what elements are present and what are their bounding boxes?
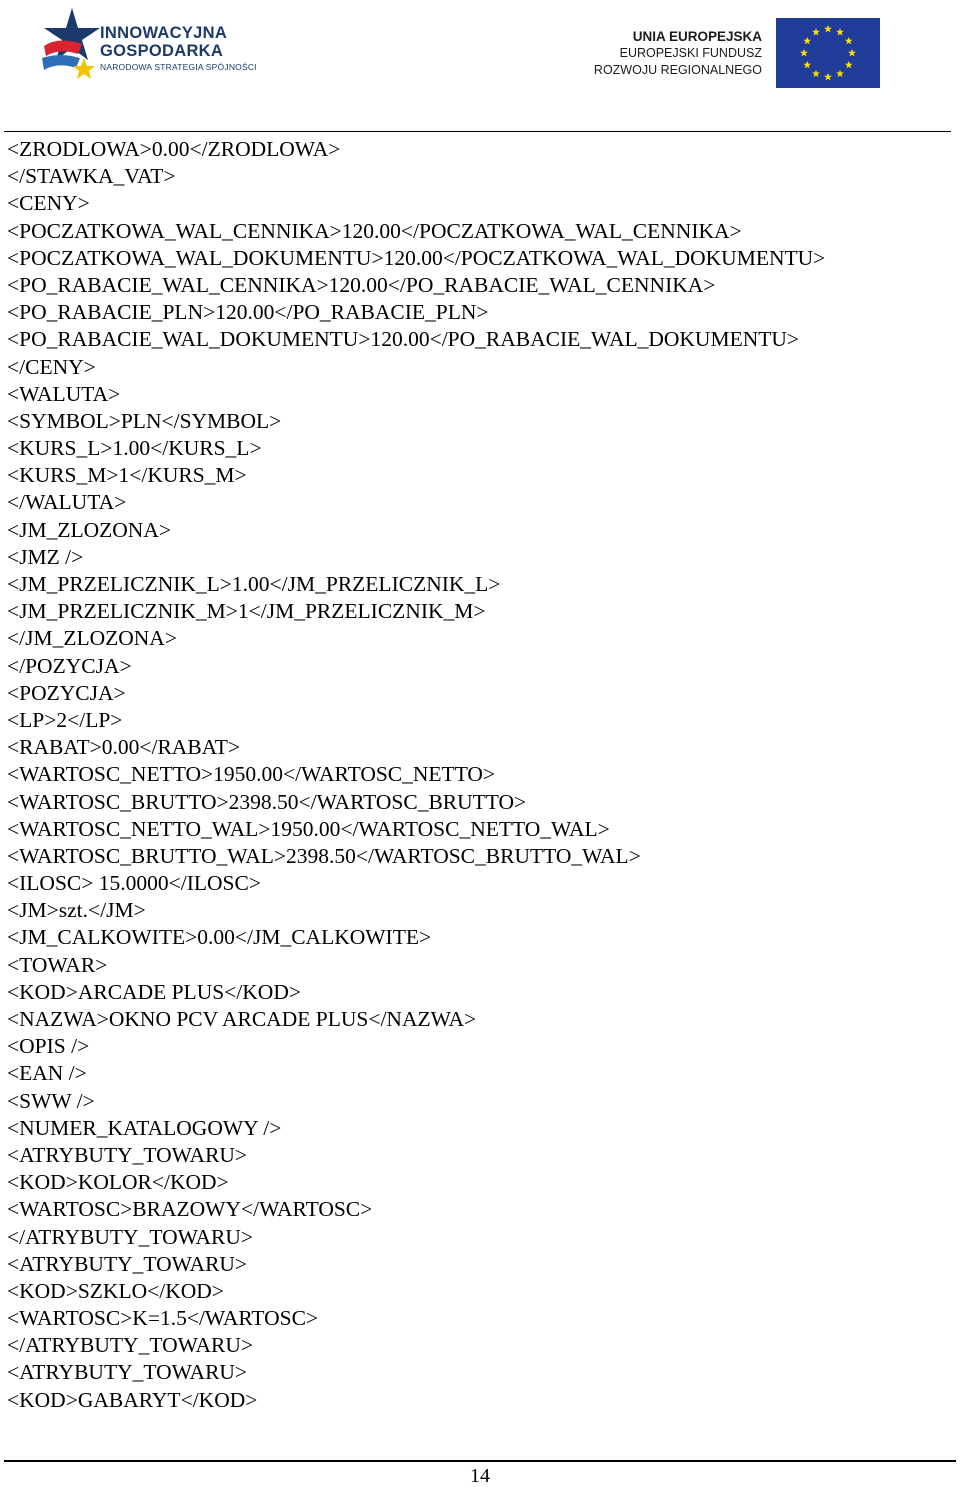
footer-divider: [4, 1460, 956, 1462]
xml-line: <SWW />: [7, 1088, 95, 1113]
xml-line: <ZRODLOWA>0.00</ZRODLOWA>: [7, 137, 341, 161]
xml-line: <JMZ />: [7, 544, 84, 569]
xml-line: <NAZWA>OKNO PCV ARCADE PLUS</NAZWA>: [7, 1007, 477, 1031]
xml-line: </CENY>: [7, 354, 96, 379]
xml-line: <OPIS />: [7, 1034, 90, 1059]
xml-line: <WARTOSC>K=1.5</WARTOSC>: [7, 1306, 319, 1331]
innowacyjna-gospodarka-logo: [38, 6, 268, 80]
xml-line: <RABAT>0.00</RABAT>: [7, 735, 241, 760]
xml-line: <KOD>SZKLO</KOD>: [7, 1278, 224, 1303]
xml-line: <SYMBOL>PLN</SYMBOL>: [7, 408, 282, 433]
xml-line: </JM_ZLOZONA>: [7, 626, 177, 651]
xml-line: <EAN />: [7, 1061, 87, 1086]
xml-line: </ATRYBUTY_TOWARU>: [7, 1333, 254, 1358]
xml-line: <WARTOSC_BRUTTO>2398.50</WARTOSC_BRUTTO>: [7, 789, 527, 814]
eu-flag-icon: [776, 18, 880, 88]
xml-line: </POZYCJA>: [7, 653, 132, 678]
eu-logo: [590, 18, 880, 88]
eu-fund-line: EUROPEJSKI FUNDUSZ: [619, 46, 762, 60]
eu-region-line: ROZWOJU REGIONALNEGO: [593, 63, 762, 77]
xml-line: <PO_RABACIE_WAL_CENNIKA>120.00</PO_RABACIE_WAL_CENNIKA>: [7, 272, 716, 297]
xml-line: <ILOSC> 15.0000</ILOSC>: [7, 871, 261, 896]
page-header: [0, 0, 960, 120]
xml-line: <WARTOSC_NETTO_WAL>1950.00</WARTOSC_NETTO_WAL>: [7, 816, 610, 841]
xml-line: </STAWKA_VAT>: [7, 164, 176, 189]
xml-line: <LP>2</LP>: [7, 707, 123, 732]
xml-line: <KURS_L>1.00</KURS_L>: [7, 436, 262, 461]
logo-line-2: GOSPODARKA: [100, 42, 224, 60]
document-body: [7, 136, 825, 1414]
xml-line: </WALUTA>: [7, 490, 127, 515]
xml-line: <KURS_M>1</KURS_M>: [7, 463, 247, 488]
xml-line: <JM_PRZELICZNIK_L>1.00</JM_PRZELICZNIK_L>: [7, 572, 501, 596]
xml-line: <ATRYBUTY_TOWARU>: [7, 1360, 248, 1385]
xml-line: <KOD>ARCADE PLUS</KOD>: [7, 979, 301, 1004]
star-logo-icon: [38, 6, 108, 80]
xml-line: <WALUTA>: [7, 381, 121, 406]
header-divider: [4, 131, 951, 132]
xml-line: <PO_RABACIE_WAL_DOKUMENTU>120.00</PO_RABACIE_WAL_DOKUMENTU>: [7, 327, 800, 352]
xml-line: <PO_RABACIE_PLN>120.00</PO_RABACIE_PLN>: [7, 300, 489, 325]
xml-line: <POCZATKOWA_WAL_DOKUMENTU>120.00</POCZATKOWA_WAL_DOKUMENTU>: [7, 245, 826, 270]
xml-line: <JM_PRZELICZNIK_M>1</JM_PRZELICZNIK_M>: [7, 599, 486, 624]
xml-line: <KOD>KOLOR</KOD>: [7, 1170, 229, 1195]
xml-line: <WARTOSC>BRAZOWY</WARTOSC>: [7, 1197, 373, 1222]
xml-line: </ATRYBUTY_TOWARU>: [7, 1224, 254, 1249]
xml-line: <ATRYBUTY_TOWARU>: [7, 1142, 248, 1167]
xml-line: <ATRYBUTY_TOWARU>: [7, 1251, 248, 1276]
logo-line-1: INNOWACYJNA: [100, 24, 228, 42]
eu-title: UNIA EUROPEJSKA: [632, 29, 762, 44]
xml-line: <POCZATKOWA_WAL_CENNIKA>120.00</POCZATKOWA_WAL_CENNIKA>: [7, 218, 742, 243]
xml-line: <KOD>GABARYT</KOD>: [7, 1387, 258, 1412]
xml-line: <WARTOSC_BRUTTO_WAL>2398.50</WARTOSC_BRUTTO_WAL>: [7, 843, 641, 868]
xml-line: <NUMER_KATALOGOWY />: [7, 1115, 282, 1140]
xml-line: <CENY>: [7, 191, 90, 216]
xml-line: <JM_ZLOZONA>: [7, 517, 171, 542]
xml-line: <TOWAR>: [7, 952, 108, 977]
xml-line: <JM>szt.</JM>: [7, 898, 146, 923]
xml-line: <POZYCJA>: [7, 680, 126, 705]
page-number: 14: [470, 1465, 490, 1487]
logo-subtitle: NARODOWA STRATEGIA SPÓJNOŚCI: [100, 62, 257, 72]
xml-line: <WARTOSC_NETTO>1950.00</WARTOSC_NETTO>: [7, 762, 496, 787]
xml-line: <JM_CALKOWITE>0.00</JM_CALKOWITE>: [7, 925, 432, 950]
